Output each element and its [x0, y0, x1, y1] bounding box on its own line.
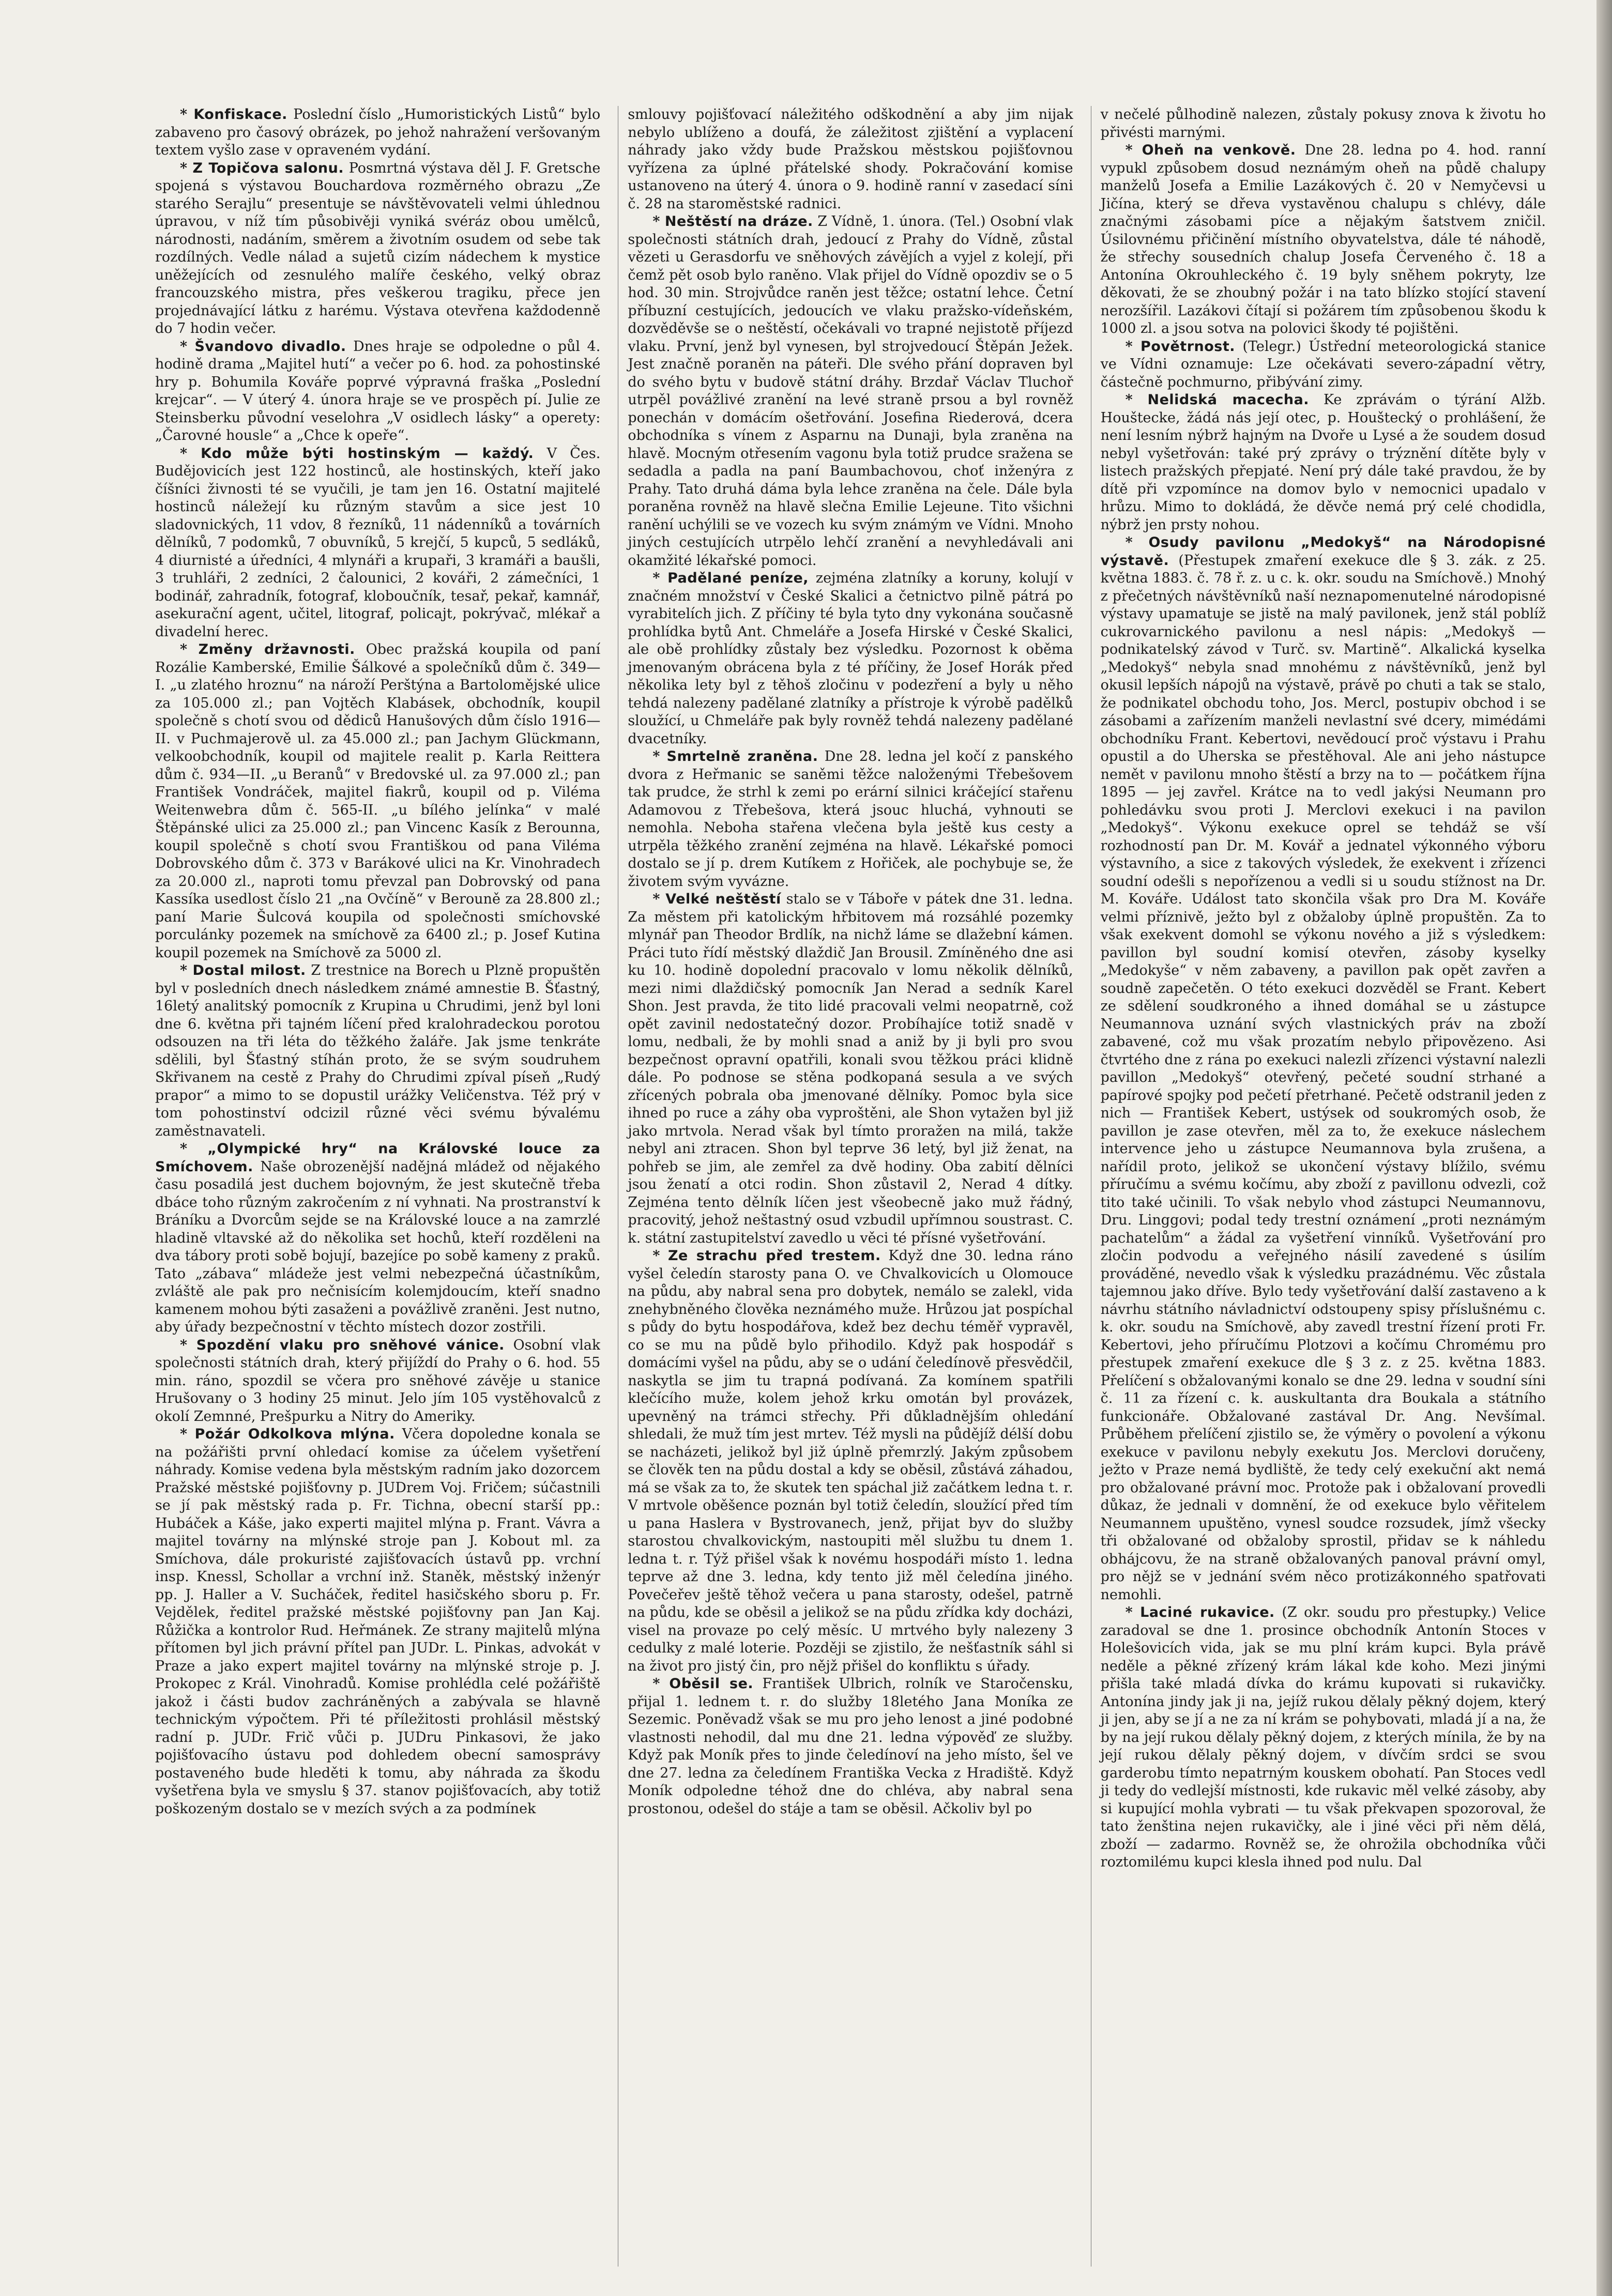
article: [1101, 338, 1546, 392]
article-text: Osobní vlak společnosti státních drah, který přijíždí do Prahy o 6. hod. 55 min. ráno, spozdil se včera pro sněhové závěje u stanice Hrušovany o 3 hodiny 25 minut. Jelo jím 105 vystěhovalců z okolí Zemnné, Prešpurku a Nitry do Ameriky.: [155, 1337, 601, 1425]
article-marker: *: [1125, 392, 1148, 408]
article-marker: *: [180, 1426, 195, 1442]
article-marker: *: [1125, 142, 1142, 158]
article-marker: *: [180, 445, 201, 462]
article: [628, 891, 1073, 1247]
article-heading: Padělané peníze,: [667, 570, 809, 586]
article-text: V Čes. Budějovicích jest 122 hostinců, ale hostinských, kteří jako číšníci živnosti té se vyučili, je tam jen 16. Ostatní majitelé hostinců náležejí ku různým stavům a sice jest 10 sladovnických, 11 vdov, 8 řezníků, 11 nádenníků a továrních dělníků, 7 podomků, 7 obuvníků, 5 krejčí, 5 kupců, 5 sedláků, 4 diurnisté a úředníci, 4 mlynáři a krupaři, 3 kramáři a baušli, 3 truhláři, 2 zedníci, 2 čalounici, 2 kováři, 2 zámečníci, 1 bodinář, zahradník, fotograf, kloboučník, tesař, pekař, kamnář, asekurační agent, učitel, litograf, policajt, pokrývač, mlékař a divadelní herec.: [155, 445, 601, 640]
article: [155, 962, 600, 1140]
article-text: Dne 28. ledna po 4. hod. ranní vypukl způsobem dosud neznámým oheň na půdě chalupy manželů Josefa a Emilie Lazákových č. 20 v Nemyčevsi u Jičína, který se dřeva vystavěnou chalupu s chlévy, dále značnými zásobami píce a nějakým šatstvem zničil. Úsilovnému přičinění místního obyvatelstva, dále té náhodě, že střechy sousedních chalup Josefa Červeného č. 18 a Antonína Okrouhleckého č. 19 byly sněhem pokryty, lze děkovati, že se zhoubný požár i na tato blízko stojící stavení nerozšířil. Lazákovi čítají si požárem tím způsobenou škodu k 1000 zl. a jsou sotva na polovici škody té pojištěni.: [1100, 142, 1546, 336]
article-marker: *: [1125, 534, 1149, 550]
article-marker: *: [180, 641, 199, 657]
article: [1101, 106, 1546, 142]
article: [1101, 534, 1546, 1604]
page-edge: [1596, 0, 1612, 2296]
article-heading: Švandovo divadlo.: [194, 338, 346, 355]
article-text: Z trestnice na Borech u Plzně propuštěn byl v posledních dnech následkem známé amnestie B. Šťastný, 16letý analitský pomocník z Krupina u Chrudimi, jenž byl loni dne 6. května při tajném líčení před kralohradeckou porotou odsouzen na tři léta do těžkého žaláře. Jak jsme tenkráte sdělili, byl Šťastný stíhán proto, že se svým soudruhem Skřivanem na cestě z Prahy do Chrudimi zpíval píseň „Rudý prapor“ a mimo to se dopustil urážky Veličenstva. Též prý v tom pohostinství odcizil různé věci svému bývalému zaměstnavateli.: [155, 962, 601, 1139]
article-heading: „Olympické hry“ na Královské louce za Smíchovem.: [155, 1141, 601, 1175]
article: [155, 445, 600, 641]
article-marker: *: [652, 1676, 670, 1692]
column-2: [618, 106, 1073, 2267]
article-heading: Požár Odkolkova mlýna.: [194, 1426, 395, 1442]
article-marker: *: [652, 891, 666, 907]
article: [1101, 391, 1546, 534]
article-text: Dnes hraje se odpoledne o půl 4. hodině drama „Majitel hutí“ a večer po 6. hod. za pohostinské hry p. Bohumila Kováře poprvé výpravná fraška „Poslední krejcar“. — V úterý 4. února hraje se ve prospěch pí. Julie ze Steinsberku původní veselohra „V osidlech lásky“ a operety: „Čarovné housle“ a „Chce k opeře“.: [155, 338, 601, 443]
article-text: (Z okr. soudu pro přestupky.) Velice zaradoval se dne 1. prosince obchodník Antonín Stoces v Holešovicích vida, jak se mu plní krám kupci. Byla právě neděle a pěkné zřízený krám lákal kde koho. Mezi jinými přišla také mladá dívka do krámu kupovati si rukavičky. Antonína jindy jak ji na, jejíž rukou dělaly pěkný dojem, který ji jen, aby se jí a ne za ní krám se pohybovati, mladá jí a na, že by na její rukou dělaly pěkný dojem, z kterých mínila, že by na její rukou dělaly pěkný dojem, v dívčím srdci se svou garderobu tímto nepatrným kouskem obohatí. Pan Stoces vedl ji tedy do vedlejší místnosti, kde rukavic měl velké zásoby, aby si kupující mohla vybrati — tu však překvapen spozoroval, že tato ženština nejen rukavičky, ale i jiné věci při něm dělá, zboží — zadarmo. Rovněž se, že ohrožila obchodníka vůči roztomilému kupci klesla ihned pod nulu. Dal: [1100, 1604, 1546, 1870]
article-heading: Změny državnosti.: [198, 641, 355, 657]
article: [628, 213, 1073, 570]
article-heading: Laciné rukavice.: [1140, 1604, 1275, 1620]
article-text: Naše obrozenější nadějná mládež od nějakého času posadilá jest duchem bojovným, že jest skutečně třeba dbáce toho různým zakročením z ní vyhnati. Na prostranství k Bráníku a Dvorcům sejde se na Královské louce a na zamrzlé hladině vltavské až do několika set hochů, kteří rozděleni na dva tábory proti sobě bojují, bazejíce po sobě kameny z praků. Tato „zábava“ mládeže jest velmi nebezpečná účastníkům, zvláště ale pak pro nečnisícím kolemjdoucím, kteří snadno kamenem mohou býti zasaženi a povážlivě zraněni. Jest nutno, aby úřady bezpečnostní v těchto místech dozor zostřili.: [155, 1158, 601, 1335]
article: [1101, 142, 1546, 338]
article: [155, 106, 600, 160]
article-marker: *: [180, 106, 194, 123]
article-text: František Ulbrich, rolník ve Staročensku, přijal 1. lednem t. r. do služby 18letého Jana Moníka ze Sezemic. Poněvadž však se mu pro jeho lenost a jiné podobné vlastnosti nehodil, dal mu dne 21. ledna výpověď ze služby. Když pak Moník přes to jinde čeledínoví na jeho místo, šel ve dne 27. ledna za čeledínem Františka Vecka z Hradiště. Když Moník odpoledne téhož dne do chléva, aby nabral sena prostonou, odešel do stáje a tam se oběsil. Ačkoliv byl po: [628, 1676, 1073, 1817]
article-marker: *: [180, 962, 193, 978]
article-text: (Telegr.) Ústřední meteorologická stanice ve Vídni oznamuje: Lze očekávati severo-západní větry, částečně pochmurno, přibývání zimy.: [1100, 338, 1546, 390]
article-text: Posmrtná výstava děl J. F. Gretsche spojená s výstavou Bouchardova rozměrného obrazu „Ze starého Serajlu“ presentuje se návštěvovateli velmi úhlednou úpravou, v níž tím působivěji vyniká svéráz obou umělců, národnosti, nadáním, směrem a životním osudem od sebe tak rozdílných. Vedle nálad a sujetů cizím nádechem k mystice uněžejících od zesnulého malíře českého, velký obraz francouzského mistra, přes veškerou tragiku, přece jen projednávající látku z harému. Výstava otevřena každodenně do 7 hodin večer.: [155, 160, 601, 336]
article-marker: *: [652, 570, 668, 586]
article-heading: Neštěstí na dráze.: [664, 213, 813, 229]
article-marker: *: [652, 213, 665, 229]
article-heading: Dostal milost.: [192, 962, 306, 978]
article-heading: Osudy pavilonu „Medokyš“ na Národopisné výstavě.: [1100, 534, 1546, 569]
article: [155, 641, 600, 962]
article: [628, 570, 1073, 748]
article-heading: Konfiskace.: [193, 106, 287, 123]
newspaper-page: [155, 106, 1546, 2267]
article-heading: Spozdění vlaku pro sněhové vánice.: [196, 1337, 505, 1353]
article-heading: Kdo může býti hostinským — každý.: [201, 445, 534, 462]
article: [1101, 1604, 1546, 1872]
article-text: zejména zlatníky a koruny, kolují v značném množství v České Skalici a četnictvo pilně pátrá po vyrabitelích jich. Z příčiny té byla tyto dny vykonána současně prohlídka bytů Ant. Chmeláře a Josefa Hirské v České Skalici, ale obě prohlídky zůstaly bez výsledku. Pozornost k oběma jmenovaným obrácena byla z té příčiny, že Josef Horák před několika lety byl z těhoš zločinu v podezření a byly u něho tehdá nalezeny padělané zlatníky a přístroje k výrobě padělků sloužící, u Chmeláře pak byly rovněž tehdá nalezeny padělané dvacetníky.: [628, 570, 1073, 747]
article-marker: *: [1125, 1604, 1140, 1620]
article-marker: *: [652, 1248, 668, 1264]
article-marker: *: [180, 1337, 196, 1353]
article-heading: Z Topičova salonu.: [192, 160, 344, 176]
article-heading: Nelidská macecha.: [1147, 392, 1310, 408]
article-marker: *: [180, 338, 195, 355]
column-3: [1091, 106, 1546, 2267]
article: [155, 1426, 600, 1818]
article: [628, 1675, 1073, 1818]
article-heading: Velké neštěstí: [665, 891, 781, 907]
article-text: Ke zprávám o týrání Alžb. Houštecke, žádá nás její otec, p. Houštecký o prohlášení, že není lesním nýbrž hajným na Dvoře u Lysé a že soudem dosud nebyl vyšetřován: také prý zprávy o trýznění dítěte byly v listech pražských přepjaté. Není prý dále také pravdou, že by dítě při vzpomínce na domov bylo v nemocnici upadalo v hrůzu. Mimo to dokládá, že děvče nemá prý celé chodidla, nýbrž jen prsty nohou.: [1100, 392, 1546, 533]
article-text: Dne 28. ledna jel kočí z panského dvora z Heřmanic se saněmi těžce naloženými Třebešovem tak prudce, že strhl k zemi po erární silnici kráčející stařenu Adamovou z Třebešova, která jsouc hluchá, vyhnouti se nemohla. Neboha stařena vlečena byla ještě kus cesty a utrpěla těžkého zranění zejména na hlavě. Lékařské pomoci dostalo se jí p. drem Kutíkem z Hořiček, ale pochybuje se, že životem svým vyvázne.: [628, 748, 1073, 890]
article-marker: *: [180, 1141, 208, 1157]
column-1: [155, 106, 600, 2267]
article: [628, 106, 1073, 213]
article: [628, 1247, 1073, 1675]
article-heading: Smrtelně zraněna.: [666, 748, 818, 764]
article-heading: Ze strachu před trestem.: [667, 1248, 881, 1264]
article: [155, 160, 600, 338]
article-text: Když dne 30. ledna ráno vyšel čeledín starosty pana O. ve Chvalkovicích u Olomouce na půdu, aby nabral sena pro dobytek, nemálo se zalekl, vida znehybněného člověka neznámého muže. Hrůzou jat pospíchal s půdy do bytu hospodářova, kdež bez dechu téměř vypravěl, co se mu na půdě bylo přihodilo. Když pak hospodář s domácími vyšel na půdu, aby se o udání čeledínově přesvědčil, naskytla se jim tu trapná podívaná. Za komínem spatřili klečícího muže, kolem jehož krku omotán byl provázek, upevněný na trámci střechy. Při důkladnějším ohledání shledali, že muž tím jest mrtev. Též mysli na půdějíž délší dobu se nacházeti, jelikož byl již úplně přemrzlý. Jakým způsobem se člověk ten na půdu dostal a kdy se oběsil, zůstává záhadou, má se však za to, že skutek ten spáchal již začátkem ledna t. r. V mrtvole oběšence poznán byl totiž čeledín, sloužící před tím u pana Haslera v Bystrovanech, jenž, přijat byv do služby starostou chvalkovickým, nastoupiti měl službu tu dnem 1. ledna t. r. Týž přišel však k novému hospodáři místo 1. ledna teprve až dne 3. ledna, kdy tento již měl čeledína jiného. Povečeřev ještě těhož večera u pana starosty, odešel, patrně na půdu, kde se oběsil a jelikož se na půdu zřídka kdy docházi, visel na provaze po celý měsíc. U mrtvého byly nalezeny 3 cedulky z malé loterie. Později se zjistilo, že nešťastník sáhl si na život pro jistý čin, pro nějž přišel do konfliktu s úřady.: [628, 1248, 1073, 1674]
article: [155, 1337, 600, 1426]
article-text: Z Vídně, 1. února. (Tel.) Osobní vlak společnosti státních drah, jedoucí z Prahy do Vídně, zůstal vězeti u Gerasdorfu ve sněhových závějích a vyjel z kolejí, při čemž pět osob bylo raněno. Vlak přijel do Vídně opozdiv se o 5 hod. 30 min. Strojvůdce raněn jest těžce; ostatní lehce. Četní příbuzní cestujících, jedoucích ve vlaku pražsko-vídeňském, dozvěděvše se o neštěstí, očekávali vo trapné nejistotě příjezd vlaku. První, jenž byl vynesen, byl strojvedoucí Štěpán Ježek. Jest značně poraněn na páteři. Dle svého přání dopraven byl do svého bytu v budově státní dráhy. Brzdař Václav Tluchoř utrpěl povážlivé zranění na levé straně prsou a byl rovněž ponechán v domácím ošetřování. Josefina Riederová, dcera obchodníka s vínem z Asparnu na Dunaji, byla zraněna na hlavě. Mocným otřesením vagonu byla totiž prudce sražena se sedadla a padla na paní Baumbachovou, choť inženýra z Prahy. Tato druhá dáma byla lehce zraněna na čele. Dále byla poraněna rovněž na hlavě slečna Emilie Lejeune. Tito všichni ranění uchýlili se ve vozech ku svým známým ve Vídni. Mnoho jiných cestujících utrpělo lehčí zranění a nevyhledávali ani okamžité lékařské pomoci.: [628, 213, 1073, 569]
article-marker: *: [180, 160, 193, 176]
article-text: Včera dopoledne konala se na požářišti první ohledací komise za účelem vyšetření náhrady. Komise vedena byla městským radním jako dozorcem Pražské městské pojišťovny p. JUDrem Voj. Fričem; súčastnili se jí pak městský rada p. Fr. Tichna, obecní starší pp.: Hubáček a Káše, jako experti majitel mlýna p. Frant. Vávra a majitel továrny na mlýnské stroje pan J. Kobout ml. za Smíchova, dále prokuristé zajišťovacích ústavů pp. vrchní insp. Knessl, Schollar a vrchní inž. Staněk, městský inženýr pp. J. Haller a V. Sucháček, ředitel hasičského sboru p. Fr. Vejdělek, ředitel pražské městské pojišťovny pan Jan Kaj. Růžička a kontrolor Rud. Heřmánek. Ze strany majitelů mlýna přítomen byl jich právní přítel pan JUDr. L. Pinkas, advokát v Praze a jako expert majitel továrny na mlýnské stroje p. J. Prokopec z Král. Vinohradů. Komise prohlédla celé požářiště jakož i části budov zachráněných a zabývala se hlavně technickým výpočtem. Při té příležitosti prohlásil městský radní p. JUDr. Frič vůči p. JUDru Pinkasovi, že jako pojišťovacího ústavu pod dohledem obecní samosprávy postaveného bude hleděti k tomu, aby náhrada za škodu vyšetřena byla ve smyslu § 37. stanov pojišťovacích, aby totiž poškozeným dostalo se v mezích svých a za podmínek: [155, 1426, 601, 1817]
article-marker: *: [652, 748, 667, 764]
article-text: (Přestupek zmaření exekuce dle § 3. zák. z 25. května 1883. č. 78 ř. z. u c. k. okr. soudu na Smíchově.) Mnohý z přečetných návštěvníků naší neznapomenutelné národopisné výstavy upamatuje se jistě na malý pavilonek, jenž stál poblíž cukrovarnického pavilonu a nesl nápis: „Medokyš — podnikatelský závod v Turč. sv. Martině“. Alkalická kyselka „Medokyš“ nebyla snad mnohému z návštěvníků, jenž byl okusil lepších nápojů na výstavě, právě po chuti a tak se stalo, že podnikatel obchodu toho, Jos. Mercl, postupiv obchod i se zásobami a zařízením manželi nevlastní své dcery, mimédámi obchodníku Frant. Kebertovi, nevědoucí proč výstavu i Prahu opustil a do Uherska se přestěhoval. Ale ani jeho nástupce nemět v pavilonu mnoho štěstí a brzy na to — počátkem října 1895 — jej zavřel. Krátce na to vedl jakýsi Neumann pro pohledávku svou proti J. Merclovi exekuci i na pavilon „Medokyš“. Výkonu exekuce oprel se tehdáž se vší rozhodností pan Dr. M. Kovář a jednatel výkonného výboru výstavního, a sice z takových výsledek, že exekvent i zřízenci soudní odešli s nepořízenou a vedli si u soudu stížnost na Dr. M. Kováře. Událost tato skončila však pro Dra M. Kováře velmi příznivě, ježto byl z obžaloby úplně propuštěn. Za to však exekvent domohl se výkonu nového a již s výsledkem: pavillon byl soudní komisí otevřen, zásoby kyselky „Medokyše“ v něm zabaveny, a pavillon pak opět zavřen a soudně zapečetěn. O této exekuci dozvěděl se Frant. Kebert ze sdělení soudkroného a ihned domáhal se u zástupce Neumannova uznání svých vlastnických práv na zboží zabavené, což mu však prozatím nebylo připovězeno. Asi čtvrtého dne z rána po exekuci nalezli zřízenci výstavní nalezli pavillon „Medokyš“ otevřený, pečeté soudní strhané a papírové spojky pod pečetí přetrhané. Pečetě odstranil jeden z nich — František Kebert, ustýsek od soukromých osob, že pavillon je zase otevřen, měl za to, že exekuce náslechem intervence jeho u zástupce Neumannova byla zrušena, a nařídil proto, jelikož se ukončení výstavy blížilo, svému příručímu a svému kočímu, aby zboží z pavillonu odvezli, což tito také učinili. To však nebylo vhod zástupci Neumannovu, Dru. Linggovi; podal tedy trestní oznámení „proti neznámým pachatelům“ a žádal za vyšetření vinníků. Vyšetřování pro zločin podvodu a veřejného násilí zavedené s úsilím prováděné, nevedlo však k výsledku prazádnému. Věc zůstala tajemnou jako dříve. Bylo tedy vyšetřování další zastaveno a k návrhu státního návladnictví odstoupeny spisy příslušnému c. k. okr. soudu na Smíchově, aby zavedl trestní řízení proti Fr. Kebertovi, jeho příručímu Plotzovi a kočímu Chromému pro přestupek zmaření exekuce dle § 3 z. z 25. května 1883. Přelíčení s obžalovanými konalo se dne 29. ledna v soudní síni č. 11 za řízení c. k. auskultanta dra Boukala a státního funkcionáře. Obžalované zastával Dr. Ang. Nevšímal. Průběhem přelíčení zjistilo se, že výměry o povolení a výkonu exekuce v pavilonu nebyly exekutu Jos. Merclovi doručeny, ježto v Praze nemá bydliště, že tedy celý exekuční akt nemá pro obžalované právní moc. Protože pak i obžalovaní provedli důkaz, že jednali v domnění, že od exekuce bylo věřitelem Neumannem upuštěno, vynesl soudce rozsudek, jímž všecky tři obžalované od obžaloby sprostil, přidav se k náhledu obhájcovu, že na straně obžalovaných panoval právní omyl, pro nějž se v jednání svém něco protizákonného spatřovati nemohli.: [1100, 552, 1546, 1603]
article-heading: Povětrnost.: [1140, 338, 1236, 355]
article-text: Obec pražská koupila od paní Rozálie Kamberské, Emilie Šálkové a společníků dům č. 349—I. „u zlatého hroznu“ na nároží Perštýna a Bartolomějské ulice za 105.000 zl.; pan Vojtěch Klabásek, obchodník, koupil společně s chotí svou od dědiců Hanušových dům číslo 1916—II. v Puchmajerově ul. za 45.000 zl.; pan Jachym Glückmann, velkoobchodník, koupil od majitele realit p. Karla Reittera dům č. 934—II. „u Beranů“ v Bredovské ul. za 97.000 zl.; pan František Vondráček, majitel fiakrů, koupil od p. Viléma Weitenwebra dům č. 565-II. „u bílého jelínka“ v malé Štěpánské ulici za 25.000 zl.; pan Vincenc Kasík z Berounna, koupil společně s chotí svou Františkou od pana Viléma Dobrovského dům č. 373 v Barákové ulici na Kr. Vinohradech za 20.000 zl., naproti tomu převzal pan Dobrovský od pana Kassíka usedlost číslo 21 „na Ovčíně“ v Berouně za 28.800 zl.; paní Marie Šulcová koupila od společnosti smíchovské porculánky pozemek na smíchově za 6400 zl.; p. Josef Kutina koupil pozemek na Smíchově za 5000 zl.: [155, 641, 601, 961]
article: [155, 338, 600, 445]
article-heading: Oheň na venkově.: [1142, 142, 1296, 158]
article-text: smlouvy pojišťovací náležitého odškodnění a aby jim nijak nebylo ublíženo a doufá, že záležitost zjištění a vyplacení náhrady jako vždy bude Pražskou městskou pojišťovnou vyřízena za úplné přátelské shody. Pokračování komise ustanoveno na úterý 4. února o 9. hodině ranní v zasedací síni č. 28 na staroměstské radnici.: [628, 106, 1073, 212]
article-text: Poslední číslo „Humoristických Listů“ bylo zabaveno pro časový obrázek, po jehož nahražení veršovaným textem vyšlo zase v opraveném vydání.: [155, 106, 601, 158]
article: [628, 748, 1073, 891]
article-text: v nečelé půlhodině nalezen, zůstaly pokusy znova k životu ho přivésti marnými.: [1100, 106, 1546, 141]
article-text: stalo se v Táboře v pátek dne 31. ledna. Za městem při katolickým hřbitovem má rozsáhlé pozemky mlynář pan Theodor Brdlík, na nichž láme se dlažební kámen. Práci tuto řídí městský dlaždič Jan Brousil. Zmíněného dne asi ku 10. hodině dopolední pracovalo v lomu několik dělníků, mezi nimi dlaždičský pomocník Jan Nerad a sedník Karel Shon. Jest pravda, že tito lidé pracovali velmi neopatrně, což opět zavinil nedostatečný dozor. Probíhajíce totiž snadě v lomu, nedbali, že by mohli snad a aniž by ji byli pro svou bezpečnost opravní opatřili, konali svou těžkou práci klidně dále. Po podnose se stěna podkopaná sesula a ve svých zřícených pobrala oba jmenované dělníky. Pomoc byla sice ihned po ruce a záhy oba vyproštěni, ale Shon vytažen byl již jako mrtvola. Nerad však byl tímto proražen na milá, takže nebyl ani ztracen. Shon byl teprve 36 letý, byl již ženat, na pohřeb se jim, ale zemřel za dvě hodiny. Oba zabití dělníci jsou ženatí a otci rodin. Shon zůstavil 2, Nerad 4 dítky. Zejména tento dělník líčen jest všeobecně jako muž řádný, pracovitý, jehož neštastný osud vzbudil upřímnou soustrast. C. k. státní zastupitelství zavedlo u věci té přísné vyšetřování.: [628, 891, 1073, 1246]
article: [155, 1140, 600, 1337]
article-heading: Oběsil se.: [669, 1676, 754, 1692]
article-marker: *: [1125, 338, 1141, 355]
